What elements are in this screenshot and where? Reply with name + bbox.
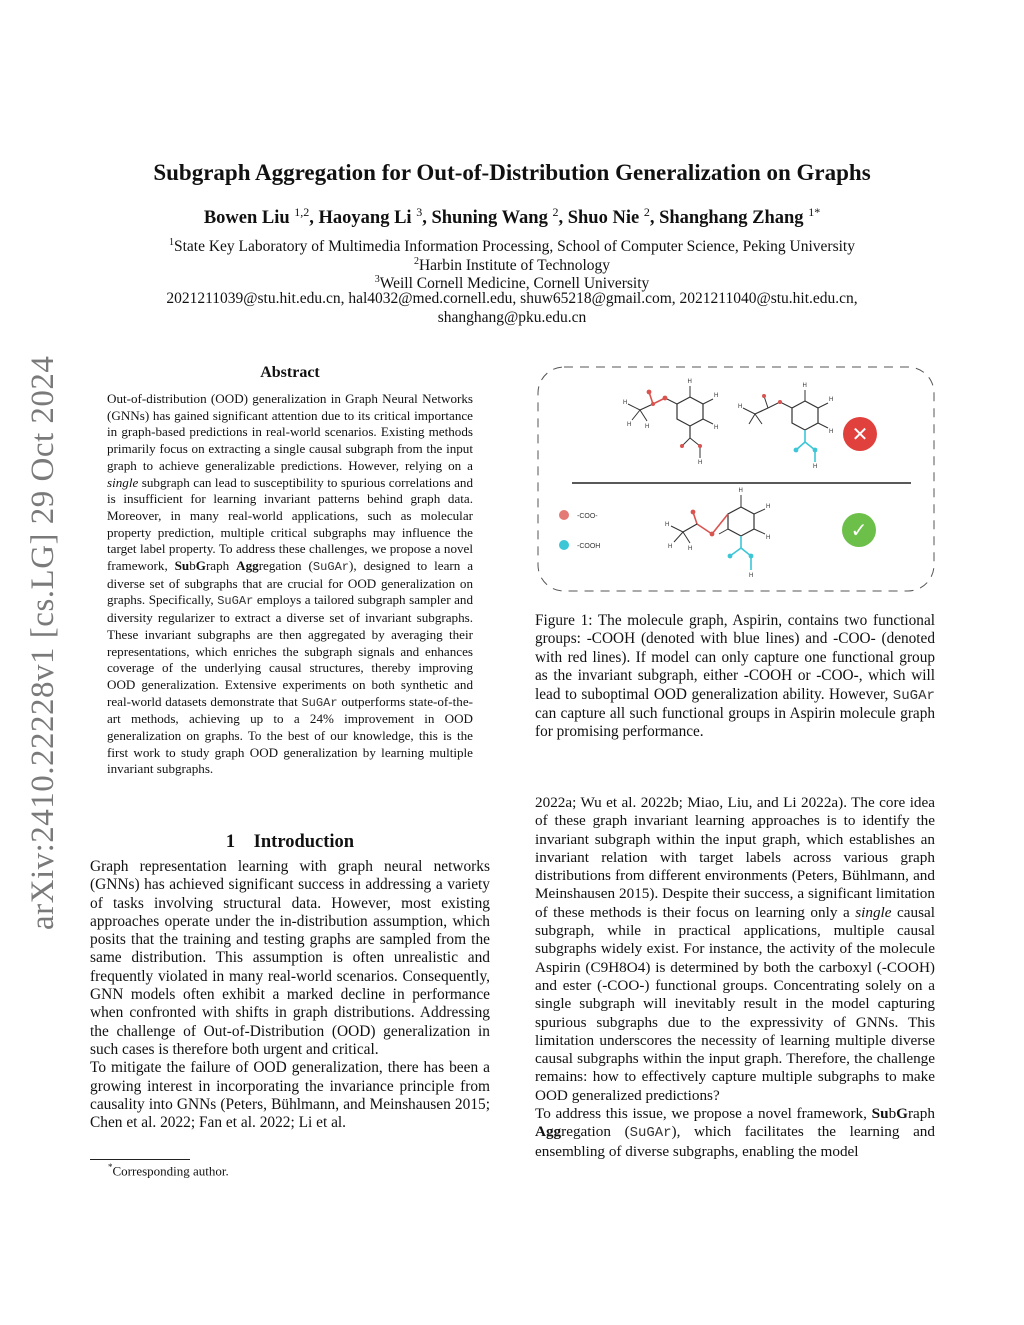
right-mark-glyph: ✓	[850, 518, 868, 542]
method-name: SuGAr	[629, 1125, 672, 1142]
section-number: 1	[225, 832, 236, 852]
body-text: To address this issue, we propose a novel framework,	[535, 1105, 872, 1123]
name-part: b	[888, 1105, 897, 1123]
wrong-mark-glyph: ✕	[851, 422, 869, 446]
author-affil-mark: 2	[643, 205, 650, 219]
atom-label: H	[738, 404, 743, 410]
method-name: SuGAr	[312, 560, 350, 575]
paper-title: Subgraph Aggregation for Out-of-Distribution Generalization on Graphs	[153, 160, 871, 185]
legend-red-label: -COO-	[577, 513, 598, 520]
atom-label: H	[627, 422, 632, 428]
legend-blue-label: -COOH	[577, 543, 601, 550]
correct-check-icon	[842, 513, 876, 547]
atom-label: H	[813, 464, 818, 470]
name-initial: Agg	[236, 558, 259, 574]
atom-label: H	[668, 544, 673, 550]
method-name: SuGAr	[301, 695, 338, 710]
abstract-text: employs a tailored subgraph sampler and diversity regularizer to extract a diverse set of invariant subgraphs. These invariant subgraphs are then aggregated by averaging their representations, which enriches the subgraph signals and enhances coverage of the underlying causal structures, thereby improving OOD generalization. Extensive experiments on both synthetic and real-world datasets demonstrate that	[107, 592, 474, 709]
name-part: raph	[908, 1105, 935, 1123]
section-heading-introduction	[90, 832, 490, 853]
name-initial: Su	[174, 558, 190, 574]
abstract-text: outperforms state-of-the-art methods, achieving up to a 24% improvement in OOD generalization on graphs. To the best of our knowledge, this is the first work to study graph OOD generalization by learning multiple invariant subgraphs.	[107, 693, 474, 777]
caption-text: Figure 1: The molecule graph, Aspirin, contains two functional groups: -COOH (denoted with blue lines) and -COO- (denoted with red lines). If model can only capture one functional group as the invariant subgraph, either -COOH or -COO-, which will lead to suboptimal OOD generalization ability. However,	[535, 612, 935, 703]
benzene-ring	[677, 397, 703, 426]
paragraph: Graph representation learning with graph neural networks (GNNs) has achieved significant success in addressing a variety of tasks involving structural data. However, most existing approaches operate under the in-distribution assumption, which posits that the training and testing graphs are sampled from the same distribution. This assumption is often unrealistic and frequently violated in many real-world scenarios. Consequently, GNN models often exhibit a marked decline in performance when confronted with shifts in graph distributions. Addressing the challenge of Out-of-Distribution (OOD) generalization in such cases is therefore both urgent and critical.	[90, 858, 490, 1058]
footnote	[108, 1162, 229, 1179]
abstract-heading: Abstract	[260, 364, 320, 381]
atom-label: H	[829, 429, 834, 435]
name-part: regation	[258, 558, 302, 574]
dashed-frame	[538, 367, 934, 591]
emails-line-2: shanghang@pku.edu.cn	[437, 309, 587, 326]
name-part: b	[189, 558, 196, 574]
author: Shuo Nie	[567, 208, 640, 229]
author: Shuning Wang	[431, 208, 548, 229]
atom-label: H	[749, 573, 754, 579]
aspirin-molecule-1	[623, 379, 718, 466]
body-text: causal subgraph, while in practical applications, multiple causal subgraphs widely exist. For instance, the activity of the molecule Aspirin (C9H8O4) is determined by both the carboxyl (-COOH) and ester (-COO-) functional groups. Concentrating solely on a single subgraph will inevitably result in the model capturing spurious subgraphs due to the expressivity of GNNs. This limitation underscores the necessity of learning multiple diverse causal subgraphs within the input graph. Therefore, the challenge remains: how to effectively capture multiple subgraphs to make OOD generalized predictions?	[535, 903, 935, 1104]
name-initial: G	[896, 1105, 908, 1123]
emphasis: single	[855, 903, 892, 921]
name-part: raph	[205, 558, 237, 574]
figure-molecule-diagram	[537, 366, 935, 592]
name-part: regation	[561, 1123, 611, 1141]
author: Shanghang Zhang	[659, 208, 804, 229]
atom-label: H	[738, 488, 743, 494]
emphasis: single	[107, 474, 139, 490]
emails-line-1: 2021211039@stu.hit.edu.cn, hal4032@med.cornell.edu, shuw65218@gmail.com, 2021211040@stu.hit.edu.cn,	[166, 290, 858, 307]
affil-text: Weill Cornell Medicine, Cornell University	[379, 275, 650, 293]
abstract-text: Out-of-distribution (OOD) generalization in Graph Neural Networks (GNNs) has gained significant attention due to its critical importance in graph-based predictions in real-world scenarios. Existing methods primarily focus on extracting a single causal subgraph from the input graph to achieve generalizable predictions. However, relying on a	[107, 391, 473, 473]
paragraph: To address this issue, we propose a novel framework, SubGraph Aggregation (SuGAr), which facilitates the learning and ensembling of diverse subgraphs, enabling the model	[535, 1105, 935, 1160]
aspirin-molecule-2	[738, 383, 833, 470]
atom-label: H	[766, 535, 771, 541]
right-column-body	[535, 794, 935, 1161]
atom-label: H	[698, 460, 703, 466]
abstract-text: ), designed to learn a diverse set of subgraphs that are crucial for OOD generalization on graphs. Specifically,	[107, 558, 474, 608]
affil-mark: 2	[413, 256, 419, 267]
footnote-rule	[90, 1159, 190, 1160]
paragraph	[535, 794, 935, 1105]
atom-label: H	[623, 400, 628, 406]
author-affil-mark: 1,2	[294, 205, 310, 219]
section-title: Introduction	[253, 832, 355, 852]
wrong-x-icon	[843, 417, 877, 451]
body-text: 2022a; Wu et al. 2022b; Miao, Liu, and Li 2022a). The core idea of these graph invariant learning approaches is to identify the invariant subgraph within the input graph, which establishes an invariant relation with target labels across various graph distributions from different environments (Peters, Bühlmann, and Meinshausen 2015). Despite their success, a significant limitation of these methods is their focus on learning only a	[535, 794, 935, 921]
author-affil-mark: 1*	[808, 205, 821, 219]
aspirin-molecule-3	[665, 488, 770, 579]
method-name: SuGAr	[217, 594, 254, 609]
legend-red-dot	[559, 510, 569, 520]
atom-label: H	[687, 379, 692, 385]
atom-label: H	[766, 504, 771, 510]
name-initial: G	[195, 558, 206, 574]
body-text: ), which facilitates the learning and ensembling of diverse subgraphs, enabling the model	[535, 1123, 935, 1160]
atom-label: H	[714, 425, 719, 431]
abstract-body: Out-of-distribution (OOD) generalization in Graph Neural Networks (GNNs) has gained significant attention due to its critical importance in graph-based predictions in real-world scenarios. Existing methods primarily focus on extracting a single causal subgraph from the input graph to achieve generalizable predictions. However, relying on a single subgraph can lead to susceptibility to spurious correlations and is insufficient for learning invariant patterns behind graph data. Moreover, in many real-world applications, such as molecular property prediction, multiple critical subgraphs may influence the target label property. To address these challenges, we propose a novel framework, SubGraph Aggregation (SuGAr), designed to learn a diverse set of subgraphs that are crucial for OOD generalization on graphs. Specifically, SuGAr employs a tailored subgraph sampler and diversity regularizer to extract a diverse set of invariant subgraphs. These invariant subgraphs are then aggregated by averaging their representations, which enriches the subgraph signals and enhances coverage of the underlying causal structures, thereby improving OOD generalization. Extensive experiments on both synthetic and real-world datasets demonstrate that SuGAr outperforms state-of-the-art methods, achieving up to a 24% improvement in OOD generalization on graphs. To the best of our knowledge, this is the first work to study graph OOD generalization by learning multiple invariant subgraphs.	[107, 391, 474, 777]
atom-label: H	[665, 522, 670, 528]
author-list: Bowen Liu $^{1,2}$, Haoyang Li $^3$, Shuning Wang $^2$, Shuo Nie $^2$, Shanghang Zhang $^{1*}$	[203, 205, 821, 229]
name-initial: Agg	[535, 1123, 562, 1141]
name-initial: Su	[871, 1105, 889, 1123]
atom-label: H	[645, 424, 650, 430]
atom-label: H	[688, 546, 693, 552]
method-name: SuGAr	[892, 687, 935, 704]
caption-text: can capture all such functional groups in Aspirin molecule graph for promising performance.	[535, 705, 935, 741]
affil-mark: 3	[374, 274, 380, 285]
author-affil-mark: 3	[416, 205, 423, 219]
benzene-ring	[728, 507, 754, 536]
legend-blue-dot	[559, 540, 569, 550]
atom-label: H	[802, 383, 807, 389]
legend	[559, 510, 600, 550]
footnote-mark: *	[108, 1162, 113, 1172]
footnote-text: Corresponding author.	[112, 1163, 229, 1179]
author-affil-mark: 2	[552, 205, 559, 219]
author: Bowen Liu	[203, 208, 290, 229]
introduction-body	[90, 858, 490, 1132]
atom-label: H	[714, 393, 719, 399]
author: Haoyang Li	[318, 208, 412, 229]
abstract-text: subgraph can lead to susceptibility to spurious correlations and is insufficient for learning invariant patterns behind graph data. Moreover, in many real-world applications, such as molecular property prediction, multiple critical subgraphs may influence the target label property. To address these challenges, we propose a novel framework,	[107, 474, 473, 574]
affil-mark: 1	[168, 237, 174, 248]
arxiv-sidebar-stamp: arXiv:2410.22228v1 [cs.LG] 29 Oct 2024	[25, 355, 61, 930]
affil-text: Harbin Institute of Technology	[418, 257, 611, 275]
benzene-ring	[792, 401, 818, 430]
atom-label: H	[829, 397, 834, 403]
figure-caption	[535, 612, 935, 742]
affil-text: State Key Laboratory of Multimedia Information Processing, School of Computer Science, Peking University	[173, 238, 855, 256]
paragraph: To mitigate the failure of OOD generalization, there has been a growing interest in incorporating the invariance principle from causality into GNNs (Peters, Bühlmann, and Meinshausen 2015; Chen et al. 2022; Fan et al. 2022; Li et al.	[90, 1059, 490, 1132]
